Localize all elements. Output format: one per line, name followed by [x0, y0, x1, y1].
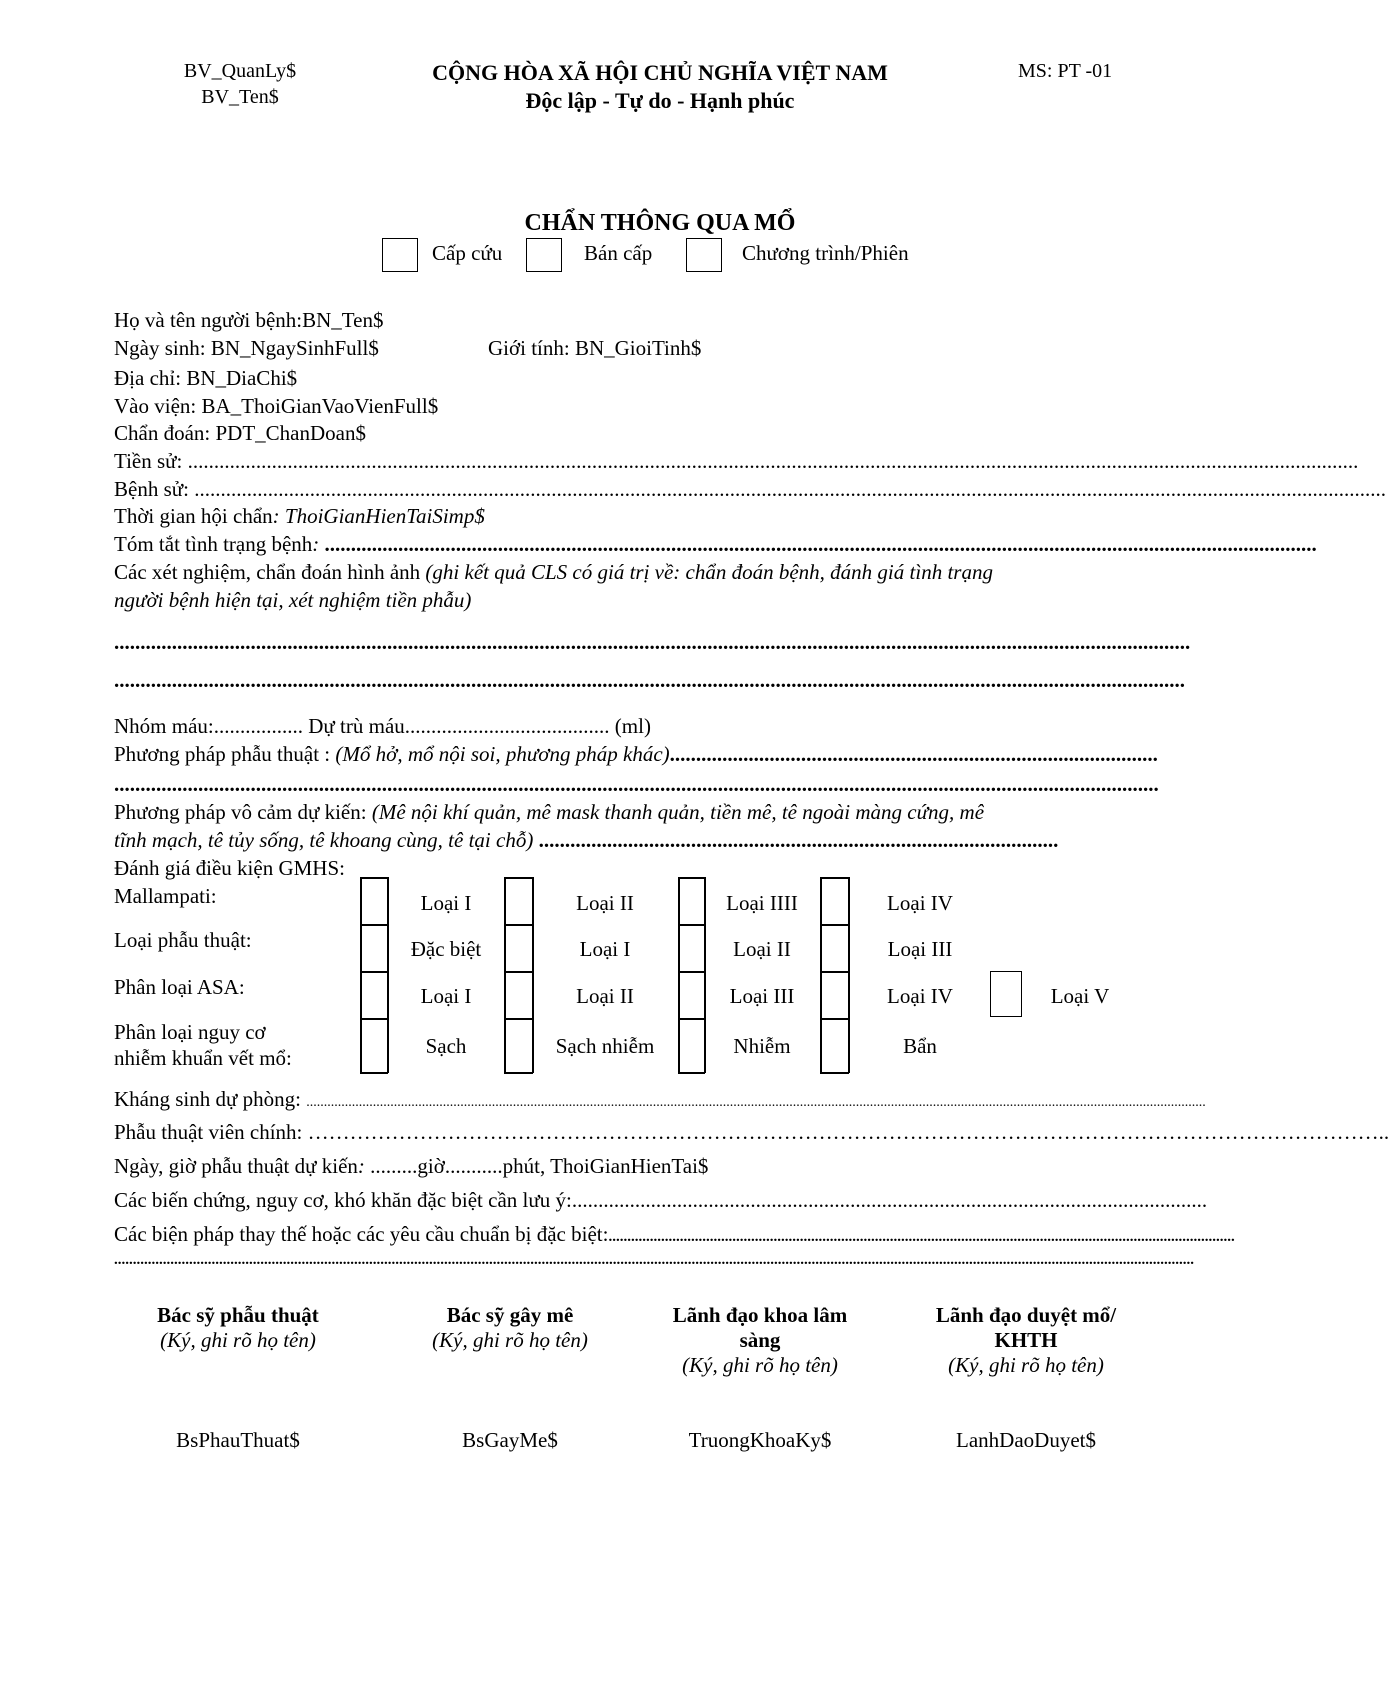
reserve-unit: (ml) [609, 714, 651, 738]
signature-dept-head-role-2: sàng [739, 1328, 781, 1352]
asa-option-2: Loại II [576, 984, 634, 1008]
checkbox-infection-4[interactable] [821, 1019, 848, 1072]
anesthesia-row-2 [114, 828, 1122, 853]
consult-time-row [114, 504, 485, 529]
schedule-label: Ngày, giờ phẫu thuật dự kiến [114, 1154, 358, 1178]
patient-address-row [114, 366, 297, 391]
national-title: CỘNG HÒA XÃ HỘI CHỦ NGHĨA VIỆT NAM [432, 60, 888, 85]
tests-dots-line-1[interactable]: ............................................................................................................................................................................................................. [114, 630, 1191, 654]
signature-approver-role-2: KHTH [994, 1328, 1058, 1352]
patient-name-value: BN_Ten$ [302, 308, 384, 332]
checkbox-infection-2[interactable] [505, 1019, 532, 1072]
checkbox-asa-4[interactable] [821, 972, 848, 1018]
signature-surgeon [128, 1303, 348, 1353]
signature-anesthetist-name: BsGayMe$ [462, 1428, 558, 1452]
schedule-minute: phút, ThoiGianHienTai$ [502, 1154, 709, 1178]
page-title: CHẨN THÔNG QUA MỔ [524, 210, 796, 236]
infection-option-3: Nhiễm [733, 1034, 791, 1058]
gmhs-label: Đánh giá điều kiện GMHS: [114, 856, 345, 880]
hospital-name: BV_Ten$ [201, 86, 279, 108]
summary-colon: : [312, 532, 325, 556]
label-ban-cap: Bán cấp [584, 241, 653, 265]
asa-option-5: Loại V [1050, 984, 1110, 1008]
signature-anesthetist-note: (Ký, ghi rõ họ tên) [432, 1328, 588, 1352]
present-history-label: Bệnh sử: [114, 477, 195, 501]
alternative-label: Các biện pháp thay thế hoặc các yêu cầu chuẩn bị đặc biệt: [114, 1222, 609, 1246]
antibiotic-dots[interactable]: ................................................................................................................................................................................................................................................................. [306, 1095, 1206, 1110]
anesthesia-note-2: tĩnh mạch, tê tủy sống, tê khoang cùng, tê tại chỗ) [114, 828, 534, 852]
patient-admission-value: BA_ThoiGianVaoVienFull$ [201, 394, 439, 418]
alternative-row [114, 1222, 1235, 1247]
checkbox-surgery-type-1[interactable] [361, 925, 387, 971]
signature-dept-head-name: TruongKhoaKy$ [688, 1428, 832, 1452]
method-row [114, 742, 1158, 767]
national-motto: Độc lập - Tự do - Hạnh phúc [525, 88, 795, 113]
checkbox-mallampati-2[interactable] [505, 878, 532, 924]
signature-approver-note: (Ký, ghi rõ họ tên) [948, 1353, 1104, 1377]
checkbox-asa-3[interactable] [679, 972, 704, 1018]
tests-note-2: người bệnh hiện tại, xét nghiệm tiền phẫu) [114, 588, 472, 612]
infection-option-1: Sạch [425, 1034, 467, 1058]
infection-option-4: Bẩn [903, 1034, 937, 1058]
signature-approver [906, 1303, 1146, 1378]
schedule-hour: giờ [417, 1154, 445, 1178]
mallampati-option-1: Loại I [420, 891, 472, 915]
checkbox-asa-1[interactable] [361, 972, 387, 1018]
checkbox-surgery-type-2[interactable] [505, 925, 532, 971]
checkbox-cap-cuu[interactable] [382, 238, 418, 272]
infection-risk-label-2: nhiễm khuẩn vết mổ: [114, 1046, 292, 1070]
past-history-label: Tiền sử: [114, 449, 188, 473]
consult-time-label: Thời gian hội chẩn [114, 504, 273, 528]
patient-dob-row [114, 336, 379, 361]
past-history-row [114, 449, 1359, 474]
checkbox-surgery-type-3[interactable] [679, 925, 704, 971]
checkbox-surgery-type-4[interactable] [821, 925, 848, 971]
signature-anesthetist [400, 1303, 620, 1353]
alternative-dots-line-2[interactable]: ................................................................................................................................................................................................................................................................................................ [114, 1252, 1194, 1268]
asa-option-4: Loại IV [887, 984, 953, 1008]
patient-address-label: Địa chỉ: [114, 366, 187, 390]
present-history-row [114, 477, 1386, 502]
signature-dept-head [640, 1303, 880, 1378]
surgery-type-option-3: Loại II [733, 937, 791, 961]
schedule-row [114, 1154, 708, 1179]
patient-dob-label: Ngày sinh: [114, 336, 211, 360]
summary-dots[interactable]: ............................................................................................................................................................................................. [324, 532, 1317, 556]
signature-surgeon-note: (Ký, ghi rõ họ tên) [160, 1328, 316, 1352]
checkbox-infection-3[interactable] [679, 1019, 704, 1072]
checkbox-infection-1[interactable] [361, 1019, 387, 1072]
past-history-dots[interactable]: ............................................................................................................................................................................................................................... [187, 449, 1359, 473]
label-chuong-trinh: Chương trình/Phiên [742, 241, 909, 265]
tests-row [114, 560, 993, 585]
surgeon-row [114, 1120, 1389, 1145]
patient-diagnosis-row [114, 421, 366, 446]
checkbox-chuong-trinh[interactable] [686, 238, 722, 272]
hospital-manager: BV_QuanLy$ [183, 60, 297, 82]
surgeon-dots[interactable]: ……………………………………………………………………………………………………………………………………….. [307, 1120, 1389, 1144]
reserve-label: Dự trù máu [303, 714, 405, 738]
summary-row [114, 532, 1317, 557]
consult-time-value: : ThoiGianHienTaiSimp$ [272, 504, 485, 528]
tests-dots-line-2[interactable]: ............................................................................................................................................................................................................ [114, 668, 1185, 692]
reserve-dots[interactable]: ....................................... [404, 714, 610, 738]
schedule-hour-dots[interactable]: ......... [370, 1154, 418, 1178]
summary-label: Tóm tắt tình trạng bệnh [114, 532, 313, 556]
patient-diagnosis-label: Chẩn đoán: [114, 421, 216, 445]
blood-label: Nhóm máu: [114, 714, 214, 738]
method-dots-line-2[interactable]: ....................................................................................................................................................................................................... [114, 772, 1159, 796]
surgery-type-option-4: Loại III [887, 937, 953, 961]
tests-note-1: (ghi kết quả CLS có giá trị về: chẩn đoán bệnh, đánh giá tình trạng [425, 560, 993, 584]
surgery-type-option-2: Loại I [579, 937, 631, 961]
surgery-type-label: Loại phẫu thuật: [114, 928, 252, 952]
signature-approver-role-1: Lãnh đạo duyệt mổ/ [935, 1303, 1117, 1327]
asa-option-1: Loại I [420, 984, 472, 1008]
signature-surgeon-role: Bác sỹ phẫu thuật [157, 1303, 319, 1327]
patient-admission-row [114, 394, 438, 419]
form-code: MS: PT -01 [1018, 60, 1113, 82]
patient-admission-label: Vào viện: [114, 394, 202, 418]
antibiotic-label: Kháng sinh dự phòng: [114, 1087, 307, 1111]
mallampati-option-2: Loại II [576, 891, 634, 915]
mallampati-option-4: Loại IV [887, 891, 953, 915]
signature-anesthetist-role: Bác sỹ gây mê [446, 1303, 574, 1327]
infection-risk-label-1: Phân loại nguy cơ [114, 1020, 266, 1044]
patient-dob-value: BN_NgaySinhFull$ [210, 336, 379, 360]
label-cap-cuu: Cấp cứu [432, 241, 503, 265]
method-label: Phương pháp phẫu thuật : [114, 742, 336, 766]
checkbox-ban-cap[interactable] [526, 238, 562, 272]
blood-dots[interactable]: ................. [213, 714, 303, 738]
checkbox-mallampati-1[interactable] [361, 878, 387, 924]
infection-option-2: Sạch nhiễm [555, 1034, 655, 1058]
signature-approver-name: LanhDaoDuyet$ [956, 1428, 1096, 1452]
mallampati-label: Mallampati: [114, 884, 217, 908]
patient-name-label: Họ và tên người bệnh: [114, 308, 303, 332]
patient-diagnosis-value: PDT_ChanDoan$ [215, 421, 366, 445]
complication-label: Các biến chứng, nguy cơ, khó khăn đặc biệt cần lưu ý: [114, 1188, 572, 1212]
checkbox-mallampati-4[interactable] [821, 878, 848, 924]
checkbox-asa-2[interactable] [505, 972, 532, 1018]
tests-label: Các xét nghiệm, chẩn đoán hình ảnh [114, 560, 426, 584]
present-history-dots[interactable]: ................................................................................................................................................................................................................................... [194, 477, 1386, 501]
anesthesia-dots[interactable]: ................................................................................................... [533, 828, 1059, 852]
patient-address-value: BN_DiaChi$ [186, 366, 298, 390]
asa-option-3: Loại III [729, 984, 795, 1008]
anesthesia-label: Phương pháp vô cảm dự kiến: [114, 800, 372, 824]
surgeon-label: Phẫu thuật viên chính: [114, 1120, 308, 1144]
signature-dept-head-role-1: Lãnh đạo khoa lâm [672, 1303, 848, 1327]
schedule-colon: : [357, 1154, 371, 1178]
checkbox-mallampati-3[interactable] [679, 878, 704, 924]
alternative-dots[interactable]: ....................................................................................................................................................................... [608, 1229, 1235, 1245]
signature-dept-head-note: (Ký, ghi rõ họ tên) [682, 1353, 838, 1377]
method-note: (Mổ hở, mổ nội soi, phương pháp khác) [335, 742, 670, 766]
signature-surgeon-name: BsPhauThuat$ [176, 1428, 300, 1452]
checkbox-asa-loai-v[interactable] [990, 971, 1022, 1017]
anesthesia-note-1: (Mê nội khí quản, mê mask thanh quản, tiền mê, tê ngoài màng cứng, mê [371, 800, 985, 824]
complication-row [114, 1188, 1208, 1213]
patient-gender-value: BN_GioiTinh$ [574, 336, 702, 360]
anesthesia-row [114, 800, 984, 825]
patient-gender-row [488, 336, 701, 361]
method-dots[interactable]: ............................................................................................. [669, 742, 1158, 766]
surgery-type-option-1: Đặc biệt [410, 937, 482, 961]
patient-gender-label: Giới tính: [488, 336, 575, 360]
asa-label: Phân loại ASA: [114, 975, 245, 999]
mallampati-option-3: Loại IIII [726, 891, 798, 915]
patient-name-row [114, 308, 383, 333]
blood-row [114, 714, 651, 739]
complication-dots[interactable]: ......................................................................................................................... [571, 1188, 1208, 1212]
schedule-minute-dots[interactable]: ........... [444, 1154, 503, 1178]
antibiotic-row [114, 1087, 1206, 1112]
